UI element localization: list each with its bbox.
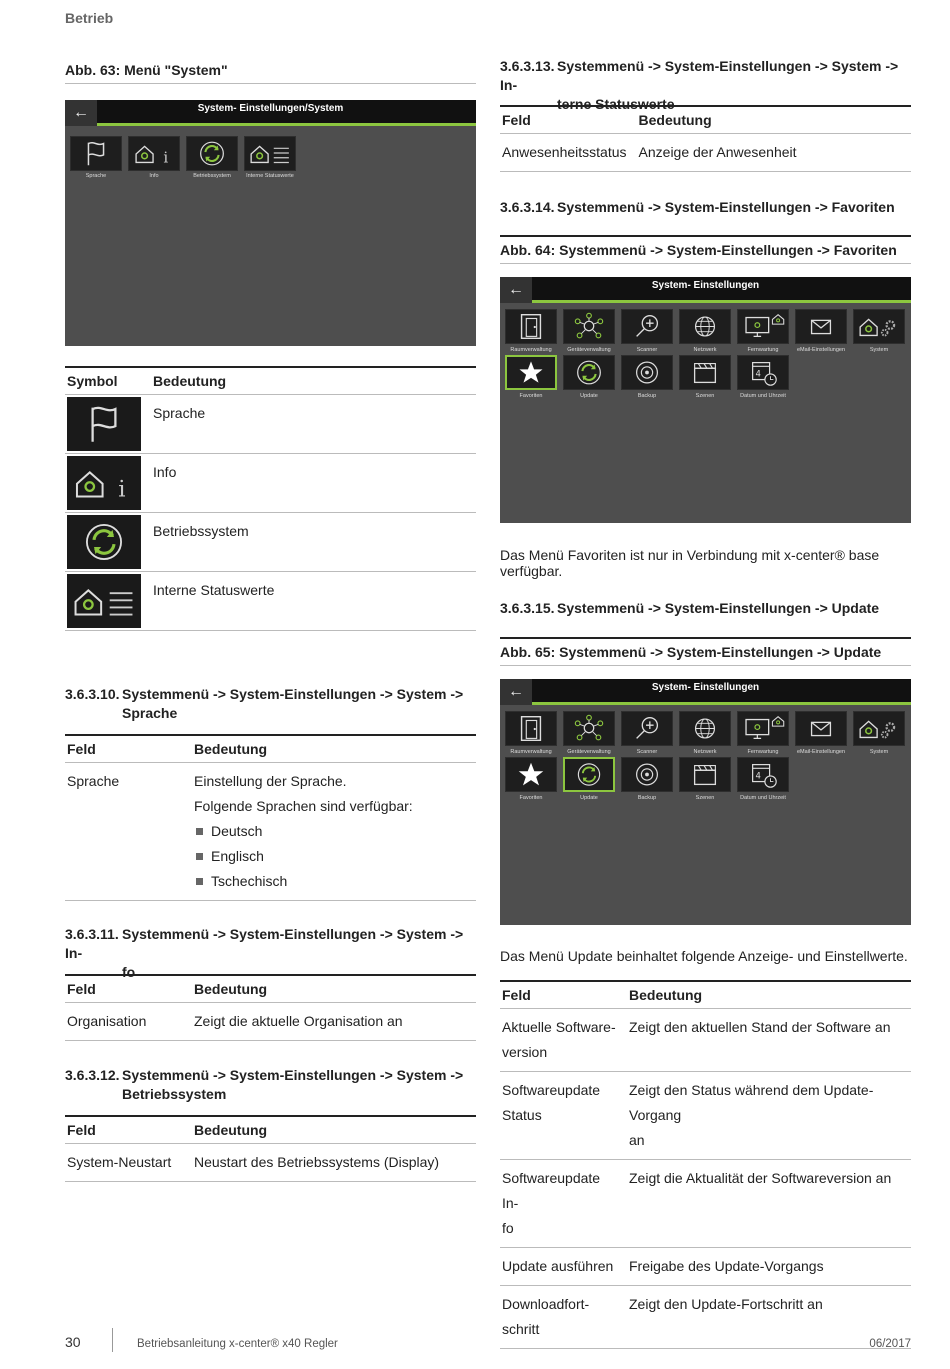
symbol-meaning: Sprache bbox=[147, 395, 476, 454]
section-number: 3.6.3.14. bbox=[500, 199, 555, 215]
tile-datum-und-uhrzeit[interactable] bbox=[737, 757, 789, 792]
footer-doc-title: Betriebsanleitung x-center® x40 Regler bbox=[137, 1338, 338, 1350]
symbol-table bbox=[65, 366, 476, 631]
field-cell: Sprache bbox=[65, 763, 188, 901]
table-header: Bedeutung bbox=[188, 975, 476, 1003]
globe-icon bbox=[680, 712, 730, 745]
calendar-clock-icon bbox=[738, 356, 788, 389]
footer-divider bbox=[112, 1328, 113, 1352]
field-cell: Organisation bbox=[65, 1003, 188, 1041]
tile-email-einstellungen[interactable] bbox=[795, 309, 847, 344]
field-line: Downloadfort- bbox=[502, 1296, 590, 1312]
meaning-line: Einstellung der Sprache. bbox=[194, 773, 347, 789]
table-header: Feld bbox=[65, 1116, 188, 1144]
field-line: schritt bbox=[502, 1321, 540, 1337]
section-title: Betriebssystem bbox=[122, 1086, 227, 1102]
field-line: Status bbox=[502, 1107, 542, 1123]
tile-update[interactable] bbox=[563, 355, 615, 390]
favoriten-screen bbox=[500, 277, 911, 523]
table-row bbox=[500, 1009, 911, 1072]
refresh-icon bbox=[187, 137, 237, 170]
tile-scanner[interactable] bbox=[621, 309, 673, 344]
meaning-line: Freigabe des Update-Vorgangs bbox=[629, 1258, 824, 1274]
tile-label: Raumverwaltung bbox=[510, 749, 552, 755]
symbol-meaning: Interne Statuswerte bbox=[147, 572, 476, 631]
table-row bbox=[65, 1144, 476, 1182]
refresh-icon bbox=[564, 356, 614, 389]
tile-label: Betriebssystem bbox=[193, 173, 231, 179]
table-header: Bedeutung bbox=[188, 1116, 476, 1144]
tile-label: Raumverwaltung bbox=[510, 347, 552, 353]
flag-icon bbox=[67, 397, 141, 451]
tile-label: Szenen bbox=[695, 795, 715, 801]
update-note: Das Menü Update beinhaltet folgende Anzeige- und Einstellwerte. bbox=[500, 948, 908, 964]
section-title: Sprache bbox=[122, 705, 178, 721]
table-row bbox=[500, 1072, 911, 1160]
section-title: Systemmenü -> System-Einstellungen -> System -> In- bbox=[65, 926, 464, 961]
table-header: Feld bbox=[500, 106, 633, 134]
screen-title: System- Einstellungen/System bbox=[197, 103, 344, 114]
tile-raumverwaltung[interactable] bbox=[505, 309, 557, 344]
meaning-cell bbox=[188, 763, 476, 901]
field-cell bbox=[500, 1009, 623, 1072]
tile-netzwerk[interactable] bbox=[679, 309, 731, 344]
tile-datum-und-uhrzeit[interactable] bbox=[737, 355, 789, 390]
tile-netzwerk[interactable] bbox=[679, 711, 731, 746]
info-table bbox=[65, 974, 476, 1041]
tile-szenen[interactable] bbox=[679, 757, 731, 792]
figure-64-caption: Abb. 64: Systemmenü -> System-Einstellungen -> Favoriten bbox=[500, 235, 911, 264]
back-arrow-icon[interactable]: ← bbox=[65, 100, 97, 126]
tile-label: System bbox=[869, 347, 889, 353]
network-nodes-icon bbox=[564, 310, 614, 343]
field-cell bbox=[500, 1248, 623, 1286]
meaning-line: Zeigt den Status während dem Update-Vorgang bbox=[629, 1082, 874, 1123]
tile-backup[interactable] bbox=[621, 757, 673, 792]
tile-fernwartung[interactable] bbox=[737, 309, 789, 344]
meaning-cell: Neustart des Betriebssystems (Display) bbox=[188, 1144, 476, 1182]
home-info-icon bbox=[67, 456, 141, 510]
search-plus-icon bbox=[622, 712, 672, 745]
door-icon bbox=[506, 310, 556, 343]
home-gears-icon bbox=[854, 310, 904, 343]
figure-65-caption: Abb. 65: Systemmenü -> System-Einstellungen -> Update bbox=[500, 637, 911, 666]
field-cell: System-Neustart bbox=[65, 1144, 188, 1182]
section-number: 3.6.3.12. bbox=[65, 1067, 120, 1083]
meaning-cell bbox=[623, 1009, 911, 1072]
tile-label: Backup bbox=[637, 393, 657, 399]
table-row bbox=[65, 395, 476, 454]
home-list-icon bbox=[245, 137, 295, 170]
globe-icon bbox=[680, 310, 730, 343]
tile-label: Netzwerk bbox=[693, 749, 717, 755]
tile-system[interactable] bbox=[853, 309, 905, 344]
monitor-home-icon bbox=[738, 310, 788, 343]
meaning-line: an bbox=[629, 1132, 645, 1148]
tile-update[interactable] bbox=[563, 757, 615, 792]
tile-backup[interactable] bbox=[621, 355, 673, 390]
tile-label: Update bbox=[580, 393, 598, 399]
tile-label: eMail-Einstellungen bbox=[797, 347, 845, 353]
network-nodes-icon bbox=[564, 712, 614, 745]
refresh-icon bbox=[67, 515, 141, 569]
home-list-icon bbox=[67, 574, 141, 628]
tile-label: Netzwerk bbox=[693, 347, 717, 353]
tile-label: Datum und Uhrzeit bbox=[740, 393, 786, 399]
meaning-cell: Zeigt die aktuelle Organisation an bbox=[188, 1003, 476, 1041]
tile-info[interactable] bbox=[128, 136, 180, 171]
field-cell bbox=[500, 1160, 623, 1248]
section-title: Systemmenü -> System-Einstellungen -> System -> In- bbox=[500, 58, 899, 93]
tile-fernwartung[interactable] bbox=[737, 711, 789, 746]
field-line: Aktuelle Software- bbox=[502, 1019, 616, 1035]
tile-label: Favoriten bbox=[519, 795, 543, 801]
clapper-icon bbox=[680, 356, 730, 389]
symbol-cell bbox=[67, 397, 141, 451]
sprache-table bbox=[65, 734, 476, 901]
disc-icon bbox=[622, 356, 672, 389]
table-row bbox=[500, 1248, 911, 1286]
section-number: 3.6.3.13. bbox=[500, 58, 555, 74]
table-header: Bedeutung bbox=[147, 367, 476, 395]
tile-szenen[interactable] bbox=[679, 355, 731, 390]
tile-label: Backup bbox=[637, 795, 657, 801]
symbol-meaning: Betriebssystem bbox=[147, 513, 476, 572]
table-row bbox=[65, 513, 476, 572]
envelope-icon bbox=[796, 310, 846, 343]
section-heading-3612 bbox=[65, 1066, 476, 1104]
table-row bbox=[65, 763, 476, 901]
meaning-cell bbox=[623, 1160, 911, 1248]
tile-raumverwaltung[interactable] bbox=[505, 711, 557, 746]
tile-label: Geräteverwaltung bbox=[567, 347, 611, 353]
table-row bbox=[500, 1160, 911, 1248]
table-header: Feld bbox=[500, 981, 623, 1009]
home-info-icon bbox=[129, 137, 179, 170]
table-row bbox=[500, 134, 911, 172]
figure-63-caption: Abb. 63: Menü "System" bbox=[65, 62, 476, 84]
tile-sprache[interactable] bbox=[70, 136, 122, 171]
section-title: Systemmenü -> System-Einstellungen -> Favoriten bbox=[557, 199, 895, 215]
home-gears-icon bbox=[854, 712, 904, 745]
section-number: 3.6.3.10. bbox=[65, 686, 120, 702]
language-item: Deutsch bbox=[194, 819, 474, 844]
back-arrow-icon[interactable]: ← bbox=[500, 679, 532, 705]
tile-system[interactable] bbox=[853, 711, 905, 746]
tile-label: Fernwartung bbox=[747, 347, 779, 353]
table-row bbox=[65, 454, 476, 513]
tile-label: System bbox=[869, 749, 889, 755]
symbol-cell bbox=[67, 515, 141, 569]
tile-label: Scanner bbox=[636, 347, 658, 353]
door-icon bbox=[506, 712, 556, 745]
field-line: fo bbox=[502, 1220, 514, 1236]
tile-label: Sprache bbox=[85, 173, 107, 179]
table-header: Bedeutung bbox=[623, 981, 911, 1009]
tile-label: Update bbox=[580, 795, 598, 801]
language-item: Englisch bbox=[194, 844, 474, 869]
section-title: Systemmenü -> System-Einstellungen -> Update bbox=[557, 600, 880, 616]
field-line: version bbox=[502, 1044, 548, 1060]
table-row bbox=[65, 572, 476, 631]
symbol-cell bbox=[67, 456, 141, 510]
symbol-meaning: Info bbox=[147, 454, 476, 513]
section-number: 3.6.3.11. bbox=[65, 926, 119, 942]
table-header: Bedeutung bbox=[188, 735, 476, 763]
system-menu-screen bbox=[65, 100, 476, 346]
page-number: 30 bbox=[65, 1334, 81, 1350]
section-heading-3614 bbox=[500, 198, 911, 217]
field-line: Update ausführen bbox=[502, 1258, 614, 1274]
favoriten-note: Das Menü Favoriten ist nur in Verbindung mit x-center® base verfügbar. bbox=[500, 547, 880, 579]
update-table bbox=[500, 980, 911, 1349]
monitor-home-icon bbox=[738, 712, 788, 745]
tile-label: eMail-Einstellungen bbox=[797, 749, 845, 755]
running-title: Betrieb bbox=[65, 10, 114, 26]
tile-label: Datum und Uhrzeit bbox=[740, 795, 786, 801]
meaning-cell bbox=[623, 1248, 911, 1286]
star-icon bbox=[506, 758, 556, 791]
meaning-line: Folgende Sprachen sind verfügbar: bbox=[194, 798, 413, 814]
tile-email-einstellungen[interactable] bbox=[795, 711, 847, 746]
tile-favoriten[interactable] bbox=[505, 757, 557, 792]
tile-label: Scanner bbox=[636, 749, 658, 755]
disc-icon bbox=[622, 758, 672, 791]
table-row bbox=[65, 1003, 476, 1041]
section-heading-3615 bbox=[500, 599, 911, 618]
tile-label: Interne Statuswerte bbox=[246, 173, 294, 179]
search-plus-icon bbox=[622, 310, 672, 343]
refresh-icon bbox=[565, 759, 613, 790]
tile-interne-statuswerte[interactable] bbox=[244, 136, 296, 171]
tile-label: Geräteverwaltung bbox=[567, 749, 611, 755]
tile-scanner[interactable] bbox=[621, 711, 673, 746]
meaning-cell bbox=[623, 1072, 911, 1160]
field-line: Softwareupdate In- bbox=[502, 1170, 601, 1211]
clapper-icon bbox=[680, 758, 730, 791]
field-cell bbox=[500, 1072, 623, 1160]
meaning-line: Zeigt den Update-Fortschritt an bbox=[629, 1296, 823, 1312]
betriebssystem-table bbox=[65, 1115, 476, 1182]
tile-label: Fernwartung bbox=[747, 749, 779, 755]
tile-betriebssystem[interactable] bbox=[186, 136, 238, 171]
language-item: Tschechisch bbox=[194, 869, 474, 894]
table-header: Feld bbox=[65, 975, 188, 1003]
flag-icon bbox=[71, 137, 121, 170]
calendar-clock-icon bbox=[738, 758, 788, 791]
section-title: fo bbox=[122, 964, 136, 980]
tile-label: Favoriten bbox=[519, 393, 543, 399]
section-title: Systemmenü -> System-Einstellungen -> System -> bbox=[122, 1067, 464, 1083]
tile-geräteverwaltung[interactable] bbox=[563, 711, 615, 746]
field-cell bbox=[500, 1286, 623, 1349]
tile-favoriten[interactable] bbox=[505, 355, 557, 390]
screen-title: System- Einstellungen bbox=[651, 682, 760, 693]
section-title: terne Statuswerte bbox=[557, 96, 675, 112]
field-line: Softwareupdate bbox=[502, 1082, 601, 1098]
field-cell: Anwesenheitsstatus bbox=[500, 134, 633, 172]
back-arrow-icon[interactable]: ← bbox=[500, 277, 532, 303]
meaning-line: Zeigt den aktuellen Stand der Software an bbox=[629, 1019, 891, 1035]
statuswerte-table bbox=[500, 105, 911, 172]
table-header: Bedeutung bbox=[633, 106, 911, 134]
footer-date: 06/2017 bbox=[869, 1338, 911, 1350]
section-title: Systemmenü -> System-Einstellungen -> System -> bbox=[122, 686, 464, 702]
meaning-cell: Anzeige der Anwesenheit bbox=[633, 134, 911, 172]
tile-label: Szenen bbox=[695, 393, 715, 399]
tile-geräteverwaltung[interactable] bbox=[563, 309, 615, 344]
meaning-line: Zeigt die Aktualität der Softwareversion an bbox=[629, 1170, 892, 1186]
screen-title: System- Einstellungen bbox=[651, 280, 760, 291]
update-screen bbox=[500, 679, 911, 925]
symbol-cell bbox=[67, 574, 141, 628]
section-number: 3.6.3.15. bbox=[500, 600, 555, 616]
table-header: Feld bbox=[65, 735, 188, 763]
section-heading-3610 bbox=[65, 685, 476, 723]
tile-label: Info bbox=[149, 173, 159, 179]
table-header: Symbol bbox=[65, 367, 147, 395]
envelope-icon bbox=[796, 712, 846, 745]
star-icon bbox=[507, 357, 555, 388]
